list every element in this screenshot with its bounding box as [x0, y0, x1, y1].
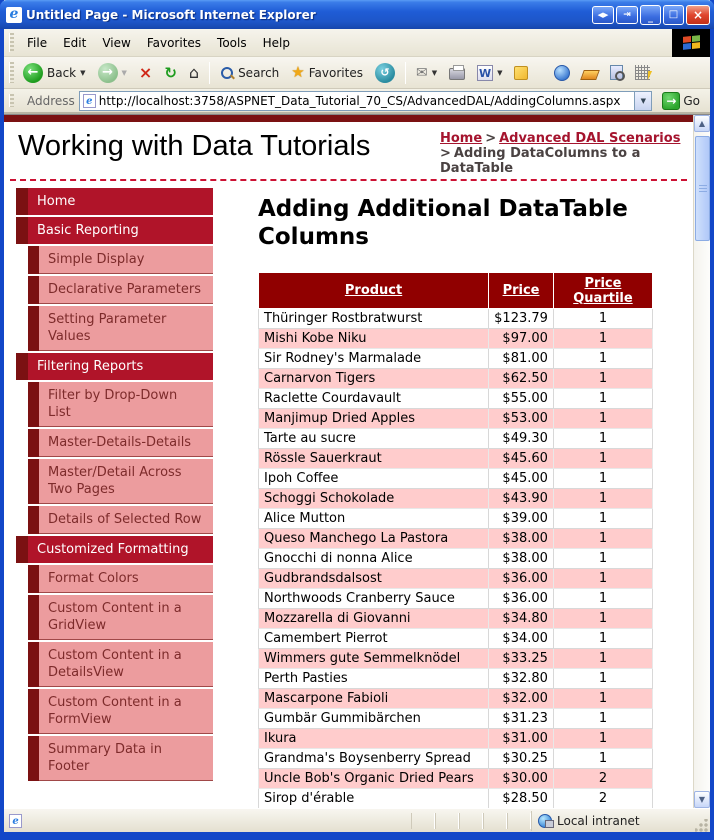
price-cell: $30.00: [489, 769, 554, 789]
sidebar-bullet-strip: [28, 595, 39, 640]
binary-grid-icon: [635, 65, 650, 80]
sort-link-price-quartile[interactable]: Price Quartile: [573, 275, 633, 306]
breadcrumb: [440, 131, 692, 176]
sidebar-item-label: Master/Detail Across Two Pages: [39, 459, 213, 504]
breadcrumb-separator-2: >: [440, 146, 451, 161]
sidebar-item-custom-content-in-a-gridview[interactable]: [16, 595, 213, 640]
breadcrumb-current: Adding DataColumns to a DataTable: [440, 146, 641, 176]
sidebar-indent: [16, 459, 28, 504]
sidebar-item-label: Basic Reporting: [28, 217, 213, 244]
sidebar-bullet-strip: [28, 429, 39, 457]
sidebar-item-label: Custom Content in a FormView: [39, 689, 213, 734]
capture-icon: [581, 70, 601, 80]
price-cell: $81.00: [489, 349, 554, 369]
favorites-label: Favorites: [308, 65, 363, 80]
address-dropdown-button[interactable]: ▼: [634, 92, 651, 110]
sidebar-indent: [16, 642, 28, 687]
mail-icon: ✉: [415, 64, 428, 81]
window-title: Untitled Page - Microsoft Internet Explorer: [26, 7, 316, 22]
product-cell: Tarte au sucre: [259, 429, 489, 449]
refresh-icon: ↻: [164, 63, 177, 82]
sidebar-indent: [16, 736, 28, 781]
price-cell: $97.00: [489, 329, 554, 349]
page-body: [4, 181, 693, 807]
column-header-price: [489, 273, 554, 309]
product-cell: Alice Mutton: [259, 509, 489, 529]
sidebar-item-declarative-parameters[interactable]: [16, 276, 213, 304]
stop-icon: ×: [138, 62, 153, 82]
quartile-cell: 1: [553, 689, 652, 709]
table-row: [259, 429, 653, 449]
word-dropdown-icon: ▼: [497, 68, 503, 77]
sidebar-item-details-of-selected-row[interactable]: [16, 506, 213, 534]
quartile-cell: 1: [553, 529, 652, 549]
table-row: [259, 669, 653, 689]
sidebar-bullet-strip: [28, 642, 39, 687]
quartile-cell: 2: [553, 769, 652, 789]
menu-item-favorites[interactable]: Favorites: [146, 35, 202, 50]
sidebar-indent: [16, 506, 28, 534]
zone-label: Local intranet: [557, 813, 640, 828]
quartile-cell: 1: [553, 309, 652, 329]
sidebar-item-customized-formatting[interactable]: [16, 536, 213, 563]
price-cell: $36.00: [489, 569, 554, 589]
page-header: [10, 122, 687, 181]
sidebar-item-master-details-details[interactable]: [16, 429, 213, 457]
table-row: [259, 369, 653, 389]
quartile-cell: 1: [553, 589, 652, 609]
price-cell: $36.00: [489, 589, 554, 609]
mail-button[interactable]: [410, 62, 443, 84]
print-button[interactable]: [443, 62, 471, 83]
menu-item-help[interactable]: Help: [262, 35, 290, 50]
price-cell: $30.25: [489, 749, 554, 769]
sidebar-bullet-strip: [28, 459, 39, 504]
price-cell: $45.00: [489, 469, 554, 489]
forward-button[interactable]: [92, 60, 133, 86]
table-header-row: [259, 273, 653, 309]
table-row: [259, 789, 653, 809]
column-header-price-quartile: [553, 273, 652, 309]
sidebar-item-basic-reporting[interactable]: [16, 217, 213, 244]
price-cell: $38.00: [489, 529, 554, 549]
product-cell: Sirop d'érable: [259, 789, 489, 809]
search-label: Search: [238, 65, 280, 80]
sidebar-item-label: Filter by Drop-Down List: [39, 382, 213, 427]
products-table: [258, 272, 653, 808]
quartile-cell: 1: [553, 449, 652, 469]
toolbar-grip[interactable]: [9, 33, 14, 52]
quartile-cell: 1: [553, 509, 652, 529]
menu-bar: [4, 29, 710, 57]
sidebar-item-label: Home: [28, 188, 213, 215]
sidebar-item-master-detail-across-two-pages[interactable]: [16, 459, 213, 504]
page-title: Adding Additional DataTable Columns: [258, 196, 628, 250]
close-button[interactable]: ×: [686, 5, 710, 25]
quartile-cell: 1: [553, 429, 652, 449]
price-cell: $43.90: [489, 489, 554, 509]
table-row: [259, 529, 653, 549]
product-cell: Schoggi Schokolade: [259, 489, 489, 509]
quartile-cell: 1: [553, 649, 652, 669]
product-cell: Carnarvon Tigers: [259, 369, 489, 389]
go-button[interactable]: [656, 90, 706, 112]
product-cell: Raclette Courdavault: [259, 389, 489, 409]
standard-toolbar: [4, 57, 710, 89]
menu-item-file[interactable]: File: [27, 35, 48, 50]
sidebar-bullet-strip: [28, 565, 39, 593]
sidebar-item-label: Simple Display: [39, 246, 213, 274]
quartile-cell: 1: [553, 709, 652, 729]
quartile-cell: 1: [553, 389, 652, 409]
sidebar-menu: [16, 188, 213, 783]
product-cell: Gumbär Gummibärchen: [259, 709, 489, 729]
product-cell: Camembert Pierrot: [259, 629, 489, 649]
address-bar: [4, 89, 710, 114]
sidebar-indent: [16, 595, 28, 640]
security-zone-pane: [531, 811, 691, 831]
product-cell: Mascarpone Fabioli: [259, 689, 489, 709]
sidebar-bullet-strip: [28, 506, 39, 534]
windows-brand-box: [672, 29, 710, 57]
product-cell: Mozzarella di Giovanni: [259, 609, 489, 629]
quartile-cell: 1: [553, 469, 652, 489]
maximize-button[interactable]: □: [663, 5, 684, 25]
sidebar-indent: [16, 246, 28, 274]
table-row: [259, 589, 653, 609]
product-cell: Queso Manchego La Pastora: [259, 529, 489, 549]
product-cell: Gudbrandsdalsost: [259, 569, 489, 589]
sidebar-item-label: Setting Parameter Values: [39, 306, 213, 351]
scrollbar-track[interactable]: [694, 132, 710, 791]
back-dropdown-icon: ▼: [80, 68, 86, 77]
quartile-cell: 1: [553, 369, 652, 389]
sidebar-item-label: Declarative Parameters: [39, 276, 213, 304]
minimize-button[interactable]: [640, 5, 661, 25]
table-row: [259, 689, 653, 709]
page-content: [4, 115, 693, 808]
price-cell: $123.79: [489, 309, 554, 329]
status-pane: [435, 813, 459, 829]
sidebar-bullet-strip: [28, 276, 39, 304]
popout-icon[interactable]: ⇥: [616, 6, 638, 24]
price-cell: $32.80: [489, 669, 554, 689]
table-row: [259, 629, 653, 649]
price-cell: $53.00: [489, 409, 554, 429]
sidebar-item-format-colors[interactable]: [16, 565, 213, 593]
status-pane: [483, 813, 507, 829]
table-row: [259, 349, 653, 369]
search-button[interactable]: [214, 63, 285, 83]
sidebar-item-setting-parameter-values[interactable]: [16, 306, 213, 351]
research-button[interactable]: [604, 62, 629, 83]
quartile-cell: 1: [553, 409, 652, 429]
back-icon: ←: [23, 63, 43, 83]
sort-link-price[interactable]: Price: [502, 283, 540, 298]
table-row: [259, 749, 653, 769]
table-row: [259, 569, 653, 589]
sidebar-bullet-block: [16, 217, 28, 244]
sidebar-item-filter-by-drop-down-list[interactable]: [16, 382, 213, 427]
table-row: [259, 729, 653, 749]
column-header-product: [259, 273, 489, 309]
price-cell: $38.00: [489, 549, 554, 569]
sidebar-item-custom-content-in-a-detailsview[interactable]: [16, 642, 213, 687]
menu-item-edit[interactable]: Edit: [63, 35, 87, 50]
table-row: [259, 409, 653, 429]
edit-with-word-button[interactable]: [471, 62, 508, 84]
product-cell: Ikura: [259, 729, 489, 749]
history-button[interactable]: [369, 60, 401, 86]
status-pane: [459, 813, 483, 829]
messenger-button[interactable]: [548, 62, 576, 84]
favorites-star-icon: ★: [291, 63, 305, 81]
main-column: [258, 195, 658, 808]
status-page-icon: e: [9, 814, 22, 828]
go-label: Go: [683, 93, 700, 108]
sidebar-item-simple-display[interactable]: [16, 246, 213, 274]
price-cell: $45.60: [489, 449, 554, 469]
price-cell: $28.50: [489, 789, 554, 809]
sidebar-item-home[interactable]: [16, 188, 213, 215]
breadcrumb-separator: >: [485, 131, 497, 146]
sidebar-bullet-strip: [28, 306, 39, 351]
sidebar-bullet-strip: [28, 736, 39, 781]
quartile-cell: 1: [553, 569, 652, 589]
sidebar-item-label: Details of Selected Row: [39, 506, 213, 534]
product-cell: Sir Rodney's Marmalade: [259, 349, 489, 369]
sidebar-bullet-strip: [28, 382, 39, 427]
addressbar-grip[interactable]: [9, 94, 14, 107]
price-cell: $32.00: [489, 689, 554, 709]
research-icon: [610, 65, 623, 80]
table-row: [259, 389, 653, 409]
page-top-rule: [4, 115, 693, 122]
price-cell: $33.25: [489, 649, 554, 669]
status-left-pane: [4, 814, 411, 828]
sidebar-item-label: Custom Content in a DetailsView: [39, 642, 213, 687]
go-arrow-icon: →: [662, 92, 680, 110]
sidebar-bullet-block: [16, 188, 28, 215]
price-cell: $62.50: [489, 369, 554, 389]
minimize-icon: _: [648, 11, 653, 23]
table-row: [259, 469, 653, 489]
browser-viewport: [4, 114, 710, 808]
sidebar-indent: [16, 689, 28, 734]
scroll-up-button[interactable]: ▲: [694, 115, 710, 132]
sidebar-item-filtering-reports[interactable]: [16, 353, 213, 380]
table-row: [259, 549, 653, 569]
quartile-cell: 1: [553, 609, 652, 629]
sidebar-bullet-strip: [28, 689, 39, 734]
address-field: [79, 91, 653, 111]
product-cell: Ipoh Coffee: [259, 469, 489, 489]
table-row: [259, 609, 653, 629]
messenger-icon: [554, 65, 570, 81]
price-cell: $55.00: [489, 389, 554, 409]
sidebar-bullet-block: [16, 353, 28, 380]
price-cell: $31.23: [489, 709, 554, 729]
windows-flag-icon: [683, 35, 700, 50]
menu-items: [19, 32, 298, 54]
sidebar-item-label: Filtering Reports: [28, 353, 213, 380]
forward-dropdown-icon: ▼: [121, 68, 127, 77]
home-icon: ⌂: [188, 62, 200, 82]
sidebar-indent: [16, 306, 28, 351]
scroll-down-button[interactable]: ▼: [694, 791, 710, 808]
word-icon: W: [479, 66, 492, 80]
product-cell: Manjimup Dried Apples: [259, 409, 489, 429]
quartile-cell: 1: [553, 329, 652, 349]
toolbar-separator: [209, 62, 210, 84]
toolbar-grip-2[interactable]: [9, 62, 14, 84]
discuss-button[interactable]: [508, 63, 534, 83]
price-cell: $31.00: [489, 729, 554, 749]
product-cell: Mishi Kobe Niku: [259, 329, 489, 349]
site-title: Working with Data Tutorials: [18, 130, 371, 162]
table-row: [259, 769, 653, 789]
price-cell: $39.00: [489, 509, 554, 529]
sidebar-item-summary-data-in-footer[interactable]: [16, 736, 213, 781]
sidebar-bullet-block: [16, 536, 28, 563]
sidebar-item-label: Master-Details-Details: [39, 429, 213, 457]
sidebar-item-label: Customized Formatting: [28, 536, 213, 563]
resize-grip[interactable]: [695, 819, 708, 832]
table-row: [259, 489, 653, 509]
refresh-button[interactable]: [158, 62, 183, 84]
sidebar-item-label: Custom Content in a GridView: [39, 595, 213, 640]
developer-tool-button[interactable]: [629, 62, 656, 83]
print-icon: [449, 68, 465, 80]
menu-item-tools[interactable]: Tools: [217, 35, 247, 50]
sidebar-indent: [16, 276, 28, 304]
sidebar-indent: [16, 429, 28, 457]
status-pane: [411, 813, 435, 829]
product-cell: Perth Pasties: [259, 669, 489, 689]
quartile-cell: 1: [553, 749, 652, 769]
quartile-cell: 2: [553, 789, 652, 809]
quartile-cell: 1: [553, 729, 652, 749]
product-cell: Rössle Sauerkraut: [259, 449, 489, 469]
ie-logo-icon: e: [6, 7, 22, 23]
intranet-globe-icon: [538, 814, 552, 828]
table-row: [259, 649, 653, 669]
sidebar-item-custom-content-in-a-formview[interactable]: [16, 689, 213, 734]
table-row: [259, 449, 653, 469]
scrollbar-thumb[interactable]: [695, 136, 710, 241]
status-bar: [4, 808, 710, 832]
address-input[interactable]: [99, 93, 635, 109]
table-row: [259, 709, 653, 729]
history-icon: ↺: [375, 63, 395, 83]
product-cell: Grandma's Boysenberry Spread: [259, 749, 489, 769]
price-cell: $34.80: [489, 609, 554, 629]
capture-button[interactable]: [576, 63, 604, 83]
forward-icon: →: [98, 63, 118, 83]
address-label: Address: [27, 93, 75, 108]
back-label: Back: [47, 65, 77, 80]
pan-arrows-icon[interactable]: ◀▶: [592, 6, 614, 24]
sidebar-item-label: Summary Data in Footer: [39, 736, 213, 781]
quartile-cell: 1: [553, 349, 652, 369]
sort-link-product[interactable]: Product: [344, 283, 403, 298]
vertical-scrollbar[interactable]: [693, 115, 710, 808]
table-row: [259, 509, 653, 529]
favorites-button[interactable]: [285, 62, 369, 83]
quartile-cell: 1: [553, 549, 652, 569]
sidebar-bullet-strip: [28, 246, 39, 274]
breadcrumb-home-link[interactable]: Home: [440, 131, 483, 146]
sidebar-indent: [16, 382, 28, 427]
table-row: [259, 329, 653, 349]
title-bar[interactable]: [0, 0, 714, 29]
breadcrumb-advanced-dal-link[interactable]: Advanced DAL Scenarios: [499, 131, 681, 146]
quartile-cell: 1: [553, 669, 652, 689]
product-cell: Wimmers gute Semmelknödel: [259, 649, 489, 669]
product-cell: Uncle Bob's Organic Dried Pears: [259, 769, 489, 789]
note-icon: [514, 66, 528, 80]
status-pane: [507, 813, 531, 829]
stop-button[interactable]: [133, 62, 158, 84]
table-row: [259, 309, 653, 329]
product-cell: Northwoods Cranberry Sauce: [259, 589, 489, 609]
page-icon: e: [83, 94, 96, 108]
price-cell: $49.30: [489, 429, 554, 449]
menu-item-view[interactable]: View: [102, 35, 131, 50]
home-button[interactable]: [183, 62, 205, 84]
product-cell: Gnocchi di nonna Alice: [259, 549, 489, 569]
mail-dropdown-icon: ▼: [431, 68, 438, 77]
search-icon: [220, 66, 234, 80]
product-cell: Thüringer Rostbratwurst: [259, 309, 489, 329]
quartile-cell: 1: [553, 629, 652, 649]
price-cell: $34.00: [489, 629, 554, 649]
sidebar-indent: [16, 565, 28, 593]
quartile-cell: 1: [553, 489, 652, 509]
toolbar-separator-2: [405, 62, 406, 84]
sidebar-item-label: Format Colors: [39, 565, 213, 593]
back-button[interactable]: [17, 60, 92, 86]
